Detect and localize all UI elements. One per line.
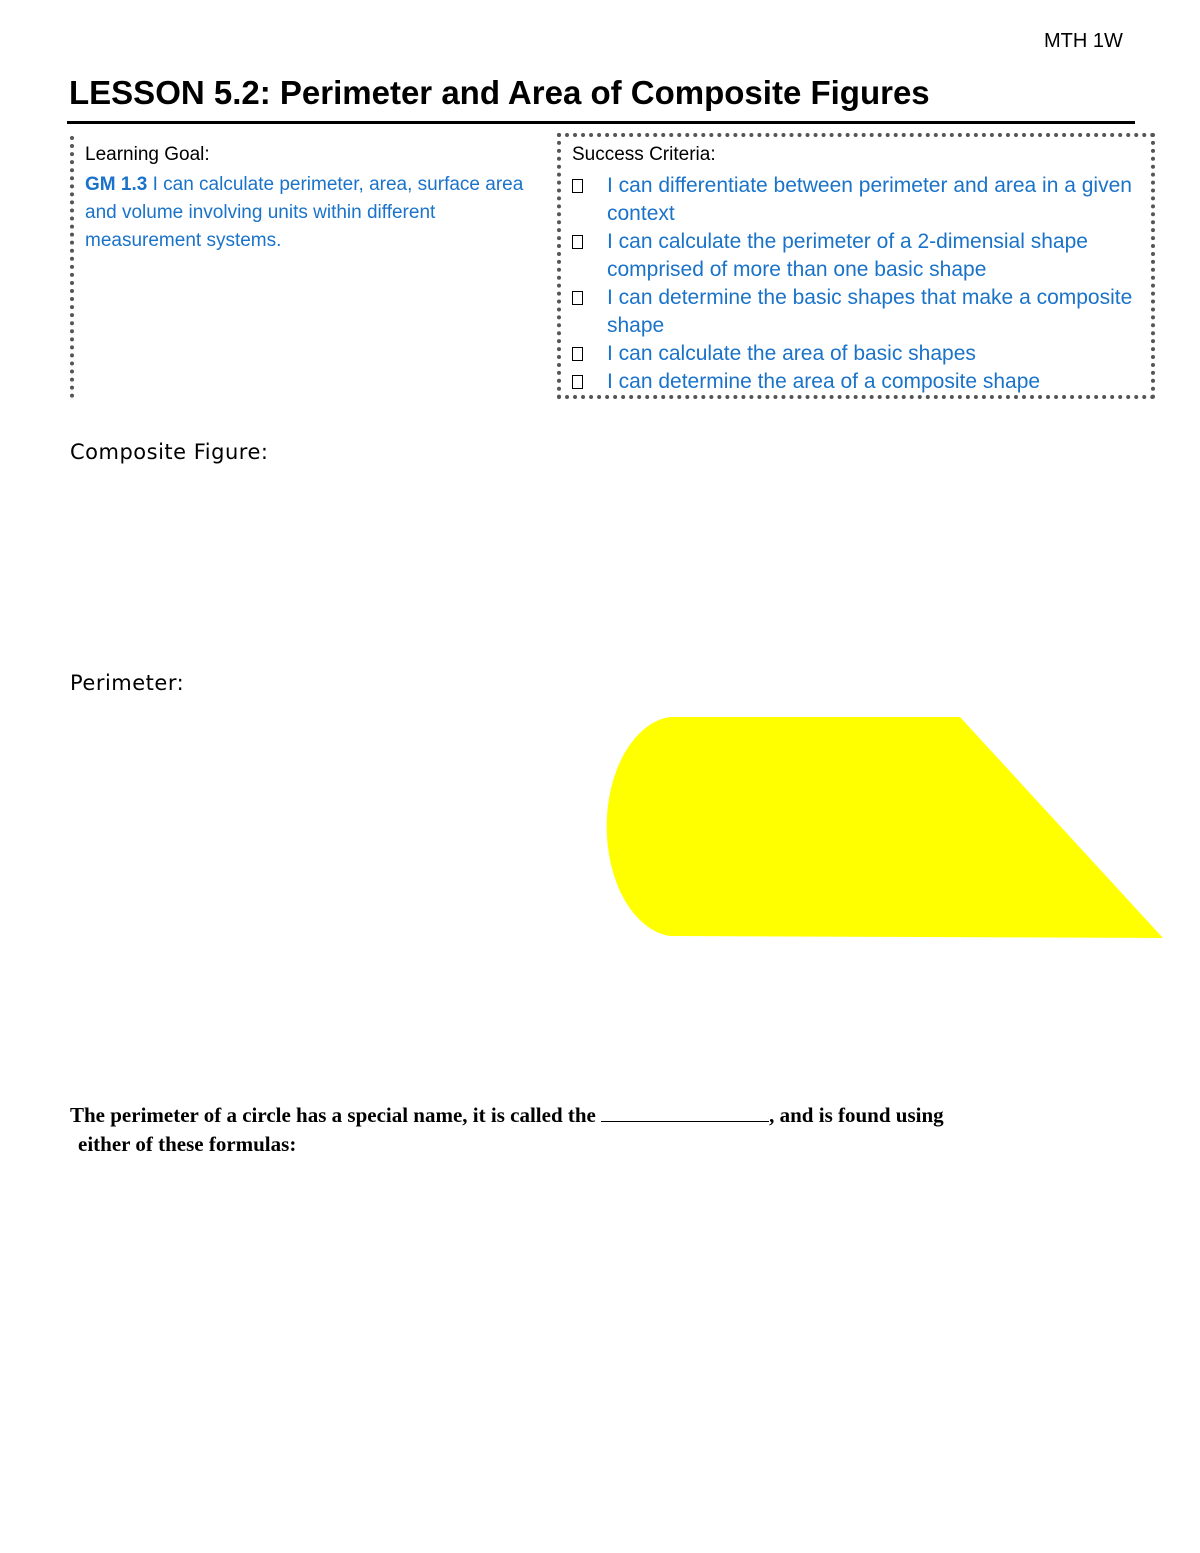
answer-blank[interactable] (601, 1103, 769, 1122)
checkbox-icon (572, 347, 583, 361)
success-criteria-list (570, 172, 1145, 396)
learning-goal-border (70, 136, 78, 398)
criteria-item (570, 284, 1145, 340)
course-code: MTH 1W (1044, 30, 1123, 52)
learning-goal-heading: Learning Goal: (85, 144, 210, 165)
circle-sentence-part-2: , and is found using (769, 1103, 944, 1127)
circle-perimeter-prompt (70, 1101, 1170, 1159)
learning-goal-code: GM 1.3 (85, 174, 148, 195)
learning-goal-text (85, 171, 545, 255)
checkbox-icon (572, 235, 583, 249)
criteria-item (570, 228, 1145, 284)
criteria-text: I can differentiate between perimeter and area in a given context (607, 174, 1132, 225)
circle-sentence-line-2: either of these formulas: (78, 1132, 297, 1156)
checkbox-icon (572, 375, 583, 389)
composite-figure-heading: Composite Figure: (70, 440, 269, 464)
success-criteria-heading: Success Criteria: (572, 144, 716, 165)
criteria-text: I can calculate the area of basic shapes (607, 342, 976, 365)
criteria-item (570, 368, 1145, 396)
composite-shape (607, 717, 1163, 938)
checkbox-icon (572, 179, 583, 193)
criteria-item (570, 340, 1145, 368)
perimeter-heading: Perimeter: (70, 671, 185, 695)
lesson-title: LESSON 5.2: Perimeter and Area of Composite Figures (69, 74, 930, 111)
checkbox-icon (572, 291, 583, 305)
criteria-text: I can determine the area of a composite shape (607, 370, 1041, 393)
composite-shape-figure (600, 714, 1170, 944)
criteria-text: I can determine the basic shapes that make a composite shape (607, 286, 1133, 337)
circle-sentence-part-1: The perimeter of a circle has a special name, it is called the (70, 1103, 602, 1127)
learning-goal-statement: I can calculate perimeter, area, surface area and volume involving units within different measurement systems. (85, 174, 524, 251)
circle-sentence-line-1 (70, 1101, 1170, 1130)
title-divider (67, 121, 1135, 124)
criteria-text: I can calculate the perimeter of a 2-dimensial shape comprised of more than one basic shape (607, 230, 1088, 281)
criteria-item (570, 172, 1145, 228)
